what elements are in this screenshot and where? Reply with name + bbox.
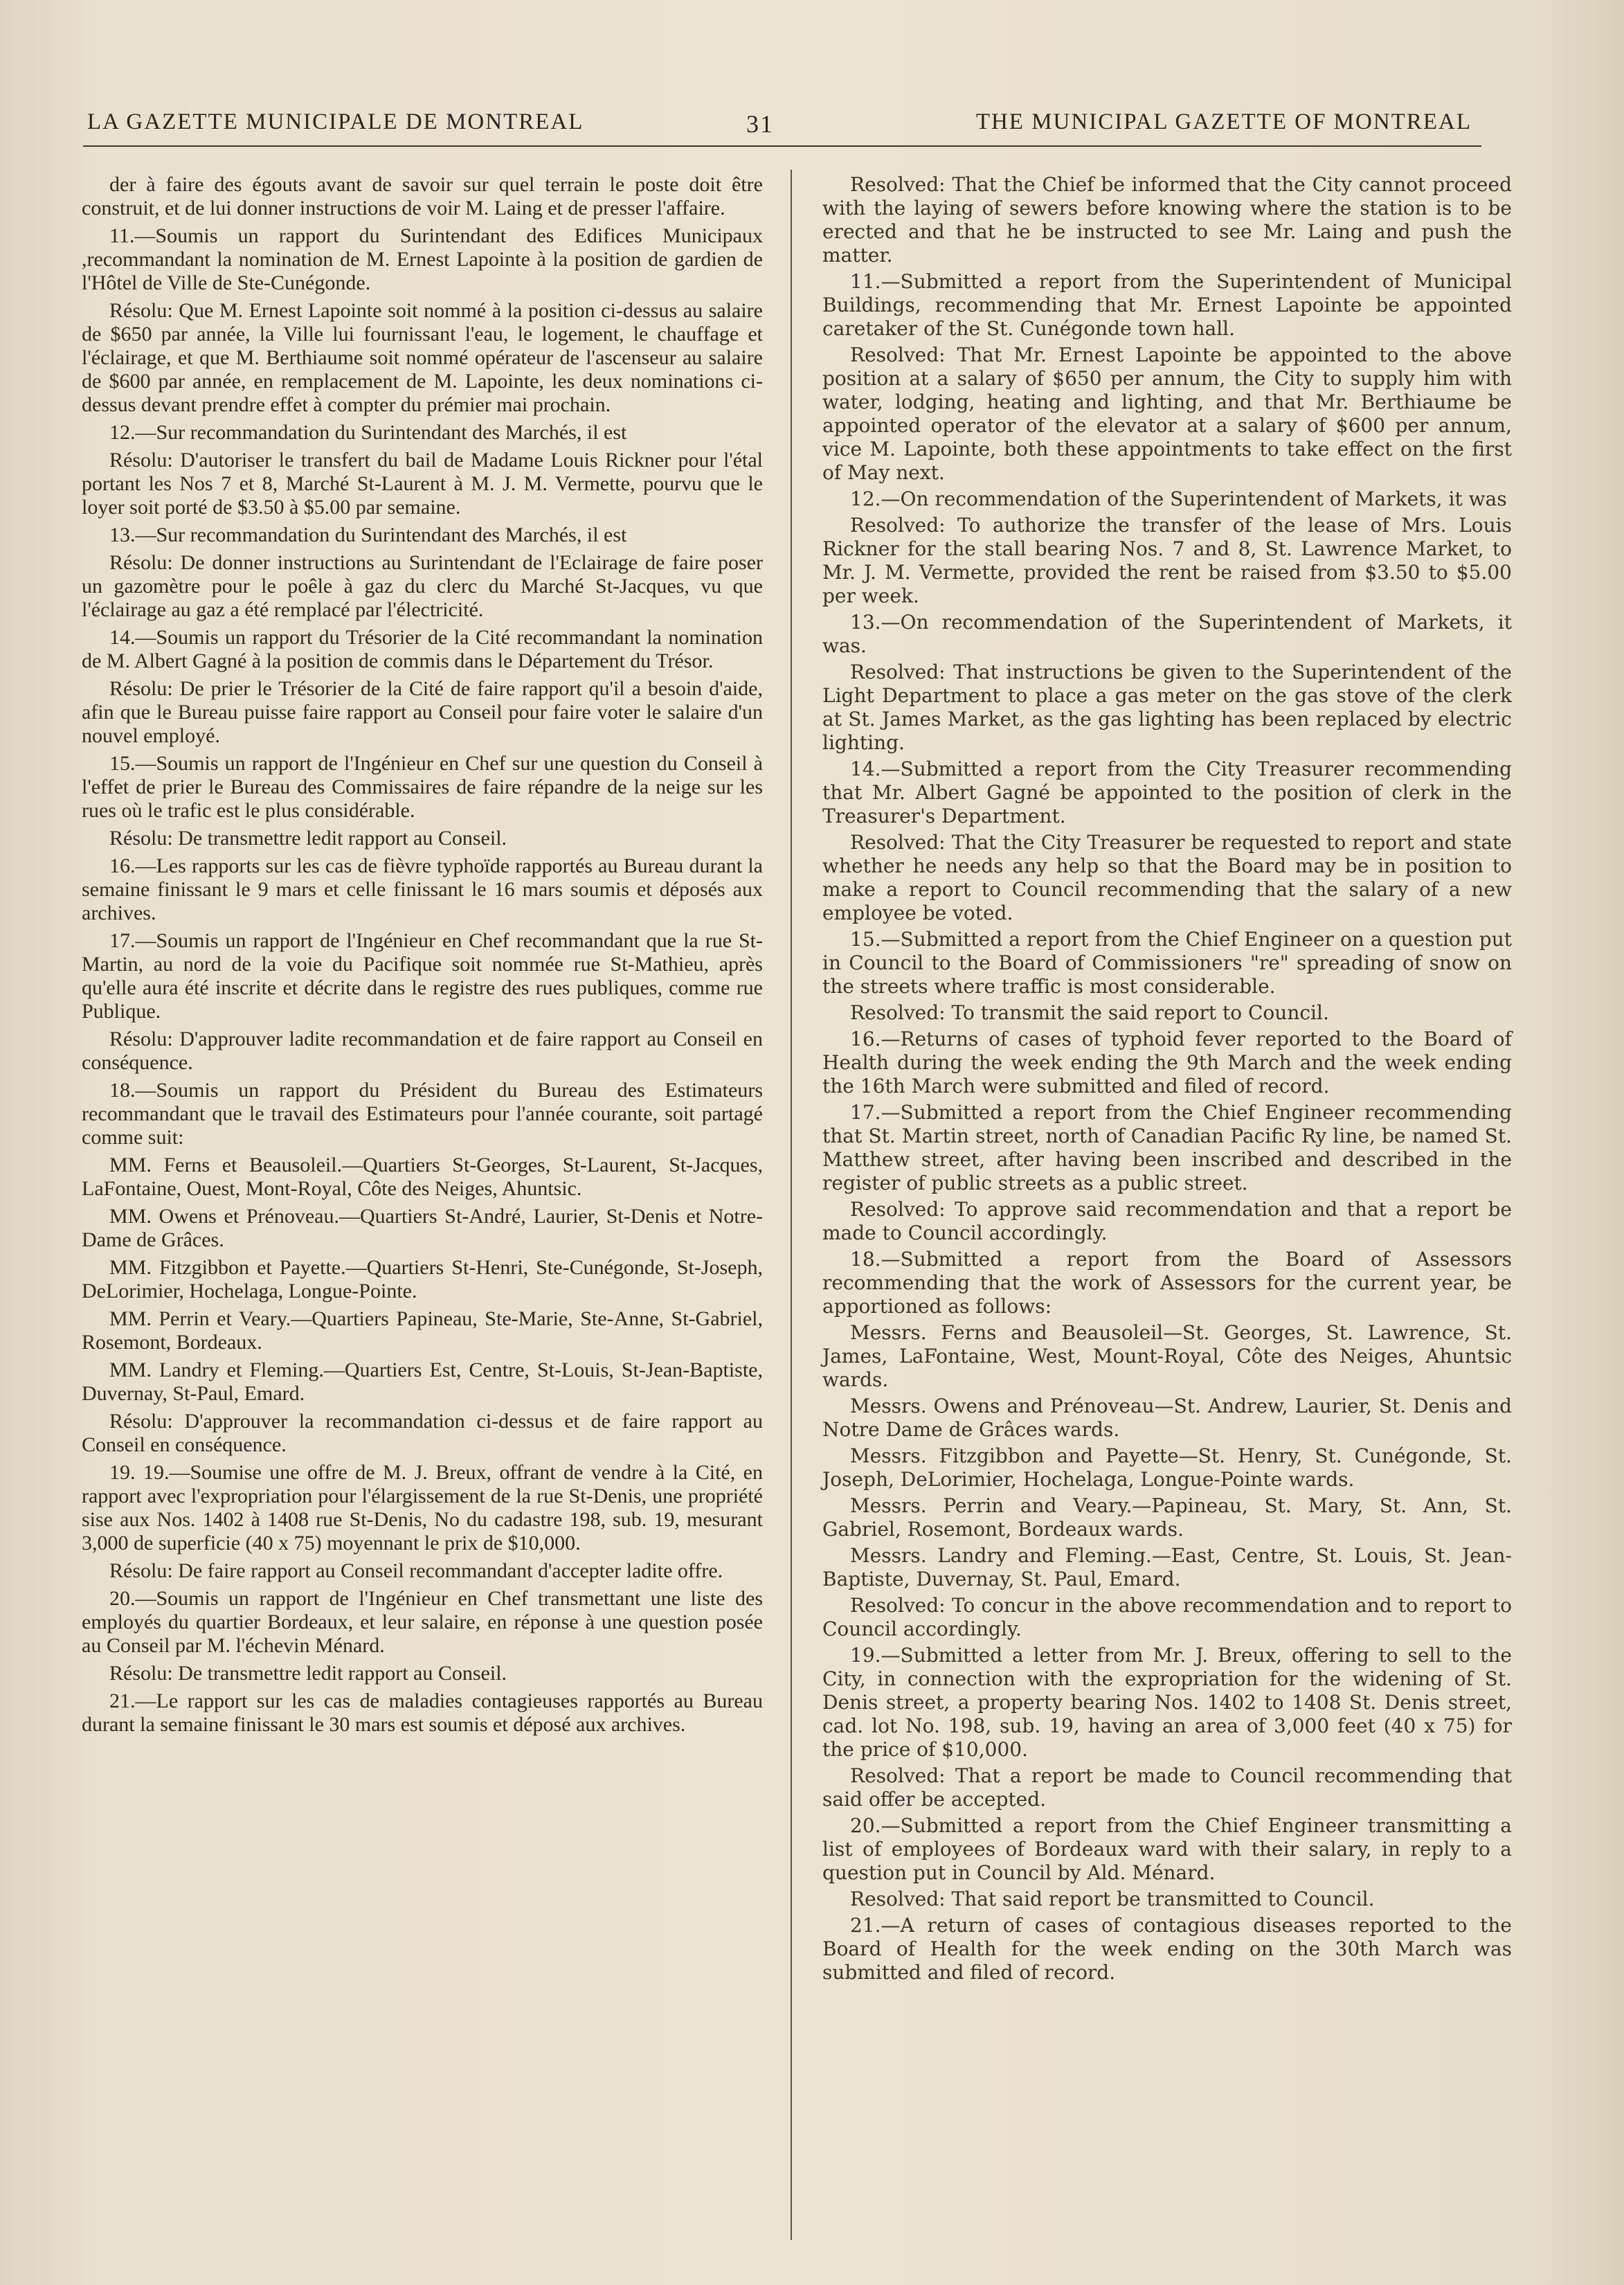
french-paragraph: 20.—Soumis un rapport de l'Ingénieur en Chef transmettant une liste des employés du quartier Bordeaux, et leur salaire, en réponse à une question posée au Conseil par M. l'échevin Ménard. bbox=[82, 1587, 763, 1657]
french-paragraph: Résolu: De transmettre ledit rapport au Conseil. bbox=[109, 827, 507, 850]
french-paragraph: MM. Owens et Prénoveau.—Quartiers St-André, Laurier, St-Denis et Notre-Dame de Grâces. bbox=[82, 1205, 763, 1251]
french-paragraph: MM. Landry et Fleming.—Quartiers Est, Centre, St-Louis, St-Jean-Baptiste, Duvernay, St-Paul, Emard. bbox=[82, 1359, 763, 1405]
french-paragraph: Résolu: De prier le Trésorier de la Cité de faire rapport qu'il a besoin d'aide, afin que le Bureau puisse faire rapport au Conseil pour faire voter le salaire d'un nouvel employé. bbox=[82, 677, 763, 747]
french-paragraph: 14.—Soumis un rapport du Trésorier de la Cité recommandant la nomination de M. Albert Gagné à la position de commis dans le Département du Trésor. bbox=[82, 626, 763, 672]
english-paragraph: Resolved: That a report be made to Council recommending that said offer be accepted. bbox=[822, 1764, 1512, 1811]
french-paragraph: Résolu: Que M. Ernest Lapointe soit nommé à la position ci-dessus au salaire de $650 par année, la Ville lui fournissant l'eau, le logement, le chauffage et l'éclairage, et que M. Berthiaume soit nommé opérateur de l'ascenseur au salaire de $600 par année, en remplacement de M. Lapointe, les deux nominations ci-dessus devant prendre effet à compter du prémier mai prochain. bbox=[82, 299, 763, 416]
french-paragraph: MM. Fitzgibbon et Payette.—Quartiers St-Henri, Ste-Cunégonde, St-Joseph, DeLorimier, Hochelaga, Longue-Pointe. bbox=[82, 1256, 763, 1302]
english-paragraph: 12.—On recommendation of the Superintendent of Markets, it was bbox=[850, 487, 1507, 510]
french-paragraph: 11.—Soumis un rapport du Surintendant des Edifices Municipaux ,recommandant la nomination de M. Ernest Lapointe à la position de gardien de l'Hôtel de Ville de Ste-Cunégonde. bbox=[82, 224, 763, 294]
english-paragraph: 20.—Submitted a report from the Chief Engineer transmitting a list of employees of Bordeaux ward with their salary, in reply to a question put in Council by Ald. Ménard. bbox=[822, 1814, 1512, 1884]
column-divider bbox=[791, 170, 792, 2240]
english-paragraph: 16.—Returns of cases of typhoid fever reported to the Board of Health during the week ending the 9th March and the week ending the 16th March were submitted and filed of record. bbox=[822, 1028, 1512, 1097]
french-paragraph: 16.—Les rapports sur les cas de fièvre typhoïde rapportés au Bureau durant la semaine finissant le 9 mars et celle finissant le 16 mars soumis et déposés aux archives. bbox=[82, 854, 763, 924]
english-paragraph: Resolved: To approve said recommendation and that a report be made to Council accordingly. bbox=[822, 1198, 1512, 1244]
page-number: 31 bbox=[746, 110, 774, 138]
french-paragraph: Résolu: De transmettre ledit rapport au Conseil. bbox=[109, 1662, 507, 1685]
header-english-title: THE MUNICIPAL GAZETTE OF MONTREAL bbox=[975, 109, 1472, 134]
english-paragraph: 21.—A return of cases of contagious diseases reported to the Board of Health for the week ending on the 30th March was submitted and filed of record. bbox=[822, 1914, 1512, 1984]
french-paragraph: 17.—Soumis un rapport de l'Ingénieur en Chef recommandant que la rue St-Martin, au nord de la voie du Pacifique soit nommée rue St-Mathieu, après qu'elle aura été inscrite et décrite dans le registre des rues publiques, comme rue Publique. bbox=[82, 929, 763, 1023]
french-paragraph: Résolu: D'approuver ladite recommandation et de faire rapport au Conseil en conséquence. bbox=[82, 1028, 763, 1074]
english-paragraph: Messrs. Owens and Prénoveau—St. Andrew, Laurier, St. Denis and Notre Dame de Grâces wards. bbox=[822, 1395, 1512, 1441]
english-paragraph: 15.—Submitted a report from the Chief Engineer on a question put in Council to the Board of Commissioners "re" spreading of snow on the streets where traffic is most considerable. bbox=[822, 928, 1512, 998]
english-paragraph: Resolved: To authorize the transfer of the lease of Mrs. Louis Rickner for the stall bearing Nos. 7 and 8, St. Lawrence Market, to Mr. J. M. Vermette, provided the rent be raised from $3.50 to $5.00 per week. bbox=[822, 514, 1512, 607]
english-paragraph: Resolved: To concur in the above recommendation and to report to Council accordingly. bbox=[822, 1594, 1512, 1640]
french-paragraph: 18.—Soumis un rapport du Président du Bureau des Estimateurs recommandant que le travail des Estimateurs pour l'année courante, soit partagé comme suit: bbox=[82, 1079, 763, 1149]
french-paragraph: der à faire des égouts avant de savoir sur quel terrain le poste doit être construit, et de lui donner instructions de voir M. Laing et de presser l'affaire. bbox=[82, 173, 763, 219]
english-paragraph: Resolved: That Mr. Ernest Lapointe be appointed to the above position at a salary of $650 per annum, the City to supply him with water, lodging, heating and lighting, and that Mr. Berthiaume be appointed operator of the elevator at a salary of $600 per annum, vice M. Lapointe, both these appointments to take effect on the first of May next. bbox=[822, 343, 1512, 484]
english-paragraph: Messrs. Perrin and Veary.—Papineau, St. Mary, St. Ann, St. Gabriel, Rosemont, Bordeaux wards. bbox=[822, 1494, 1512, 1541]
header-french-title: LA GAZETTE MUNICIPALE DE MONTREAL bbox=[87, 109, 584, 134]
english-paragraph: 14.—Submitted a report from the City Treasurer recommending that Mr. Albert Gagné be appointed to the position of clerk in the Treasurer's Department. bbox=[822, 758, 1512, 827]
english-paragraph: Resolved: That said report be transmitted to Council. bbox=[850, 1888, 1375, 1910]
french-paragraph: Résolu: De donner instructions au Surintendant de l'Eclairage de faire poser un gazomètre pour le poêle à gaz du clerc du Marché St-Jacques, vu que l'éclairage au gaz a été remplacé par l'électricité. bbox=[82, 551, 763, 621]
english-column bbox=[822, 173, 1512, 1987]
header-rule bbox=[83, 145, 1481, 147]
english-paragraph: 18.—Submitted a report from the Board of Assessors recommending that the work of Assessors for the current year, be apportioned as follows: bbox=[822, 1248, 1512, 1318]
english-paragraph: Messrs. Ferns and Beausoleil—St. Georges, St. Lawrence, St. James, LaFontaine, West, Mount-Royal, Côte des Neiges, Ahuntsic wards. bbox=[822, 1321, 1512, 1391]
french-paragraph: 12.—Sur recommandation du Surintendant des Marchés, il est bbox=[109, 421, 627, 444]
french-paragraph: 15.—Soumis un rapport de l'Ingénieur en Chef sur une question du Conseil à l'effet de prier le Bureau des Commissaires de faire répandre de la neige sur les rues où le trafic est le plus considérable. bbox=[82, 752, 763, 822]
french-paragraph: Résolu: De faire rapport au Conseil recommandant d'accepter ladite offre. bbox=[109, 1559, 723, 1582]
english-paragraph: 11.—Submitted a report from the Superintendent of Municipal Buildings, recommending that Mr. Ernest Lapointe be appointed caretaker of the St. Cunégonde town hall. bbox=[822, 270, 1512, 340]
french-paragraph: Résolu: D'approuver la recommandation ci-dessus et de faire rapport au Conseil en conséquence. bbox=[82, 1410, 763, 1456]
english-paragraph: 19.—Submitted a letter from Mr. J. Breux, offering to sell to the City, in connection with the expropriation for the widening of St. Denis street, a property bearing Nos. 1402 to 1408 St. Denis street, cad. lot No. 198, sub. 19, having an area of 3,000 feet (40 x 75) for the price of $10,000. bbox=[822, 1644, 1512, 1761]
french-paragraph: Résolu: D'autoriser le transfert du bail de Madame Louis Rickner pour l'étal portant les Nos 7 et 8, Marché St-Laurent à M. J. M. Vermette, pourvu que le loyer soit porté de $3.50 à $5.00 par semaine. bbox=[82, 449, 763, 519]
english-paragraph: Resolved: That the Chief be informed that the City cannot proceed with the laying of sewers before knowing where the station is to be erected and that he be instructed to see Mr. Laing and push the matter. bbox=[822, 173, 1512, 267]
french-paragraph: 19. 19.—Soumise une offre de M. J. Breux, offrant de vendre à la Cité, en rapport avec l'expropriation pour l'élargissement de la rue St-Denis, une propriété sise aux Nos. 1402 à 1408 rue St-Denis, No du cadastre 198, sub. 19, mesurant 3,000 de superficie (40 x 75) moyennant le prix de $10,000. bbox=[82, 1461, 763, 1554]
english-paragraph: Messrs. Landry and Fleming.—East, Centre, St. Louis, St. Jean-Baptiste, Duvernay, St. Paul, Emard. bbox=[822, 1544, 1512, 1590]
french-column bbox=[82, 173, 763, 1741]
french-paragraph: MM. Perrin et Veary.—Quartiers Papineau, Ste-Marie, Ste-Anne, St-Gabriel, Rosemont, Bordeaux. bbox=[82, 1307, 763, 1354]
english-paragraph: 17.—Submitted a report from the Chief Engineer recommending that St. Martin street, north of Canadian Pacific Ry line, be named St. Matthew street, after having been inscribed and described in the register of public streets as a public street. bbox=[822, 1101, 1512, 1194]
english-paragraph: Resolved: To transmit the said report to Council. bbox=[850, 1001, 1329, 1024]
running-header bbox=[87, 104, 1472, 145]
french-paragraph: MM. Ferns et Beausoleil.—Quartiers St-Georges, St-Laurent, St-Jacques, LaFontaine, Ouest, Mont-Royal, Côte des Neiges, Ahuntsic. bbox=[82, 1154, 763, 1200]
english-paragraph: Messrs. Fitzgibbon and Payette—St. Henry, St. Cunégonde, St. Joseph, DeLorimier, Hochelaga, Longue-Pointe wards. bbox=[822, 1444, 1512, 1491]
french-paragraph: 21.—Le rapport sur les cas de maladies contagieuses rapportés au Bureau durant la semaine finissant le 30 mars est soumis et déposé aux archives. bbox=[82, 1690, 763, 1736]
english-paragraph: Resolved: That instructions be given to the Superintendent of the Light Department to place a gas meter on the gas stove of the clerk at St. James Market, as the gas lighting has been replaced by electric lighting. bbox=[822, 661, 1512, 754]
english-paragraph: 13.—On recommendation of the Superintendent of Markets, it was. bbox=[822, 611, 1512, 657]
english-paragraph: Resolved: That the City Treasurer be requested to report and state whether he needs any help so that the Board may be in position to make a report to Council recommending that the salary of a new employee be voted. bbox=[822, 831, 1512, 924]
french-paragraph: 13.—Sur recommandation du Surintendant des Marchés, il est bbox=[109, 523, 627, 546]
